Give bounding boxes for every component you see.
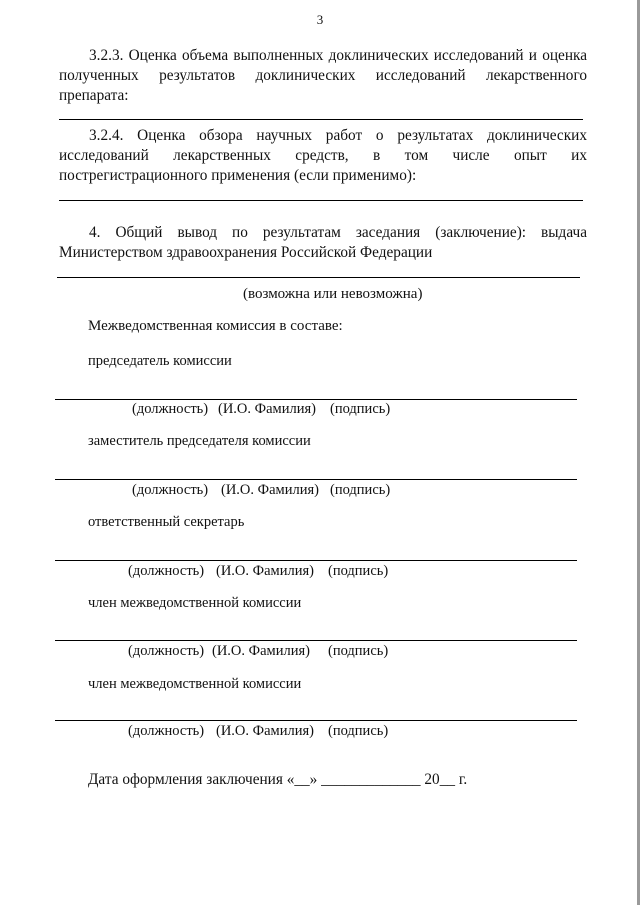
signature-caption: (подпись) <box>328 643 389 659</box>
signatory-role: заместитель председателя комиссии <box>88 433 311 449</box>
signatory-role: председатель комиссии <box>88 353 232 369</box>
name-caption: (И.О. Фамилия) <box>216 563 314 579</box>
name-caption: (И.О. Фамилия) <box>212 643 310 659</box>
position-caption: (должность) <box>132 401 209 417</box>
conclusion-note: (возможна или невозможна) <box>243 286 423 302</box>
conclusion-line <box>57 277 580 278</box>
signature-line <box>55 399 577 400</box>
signature-caption: (подпись) <box>328 723 389 739</box>
signature-caption: (подпись) <box>328 563 389 579</box>
section-3-2-3: 3.2.3. Оценка объема выполненных доклинических исследований и оценка полученных результатов доклинических исследований лекарственного препарата: <box>59 47 587 104</box>
signature-line <box>55 479 577 480</box>
section-3-2-4: 3.2.4. Оценка обзора научных работ о результатах доклинических исследований лекарственных средств, в том числе опыт их пострегистрационного применения (если применимо): <box>59 127 587 184</box>
conclusion-date: Дата оформления заключения «__» _____________ 20__ г. <box>88 771 468 788</box>
signatory-role: член межведомственной комиссии <box>88 676 302 692</box>
page-number: 3 <box>316 12 324 27</box>
signatory-role: член межведомственной комиссии <box>88 595 302 611</box>
signatory-role: ответственный секретарь <box>88 514 245 530</box>
position-caption: (должность) <box>128 643 205 659</box>
position-caption: (должность) <box>128 563 205 579</box>
answer-line <box>59 119 583 120</box>
answer-line <box>59 200 583 201</box>
signature-caption: (подпись) <box>330 401 391 417</box>
signature-line <box>55 640 577 641</box>
position-caption: (должность) <box>132 482 209 498</box>
signature-line <box>55 720 577 721</box>
signature-line <box>55 560 577 561</box>
commission-intro: Межведомственная комиссия в составе: <box>88 318 343 334</box>
section-4-conclusion: 4. Общий вывод по результатам заседания (заключение): выдача Министерством здравоохранения Российской Федерации <box>59 224 587 261</box>
position-caption: (должность) <box>128 723 205 739</box>
name-caption: (И.О. Фамилия) <box>221 482 319 498</box>
name-caption: (И.О. Фамилия) <box>216 723 314 739</box>
signature-caption: (подпись) <box>330 482 391 498</box>
name-caption: (И.О. Фамилия) <box>218 401 316 417</box>
